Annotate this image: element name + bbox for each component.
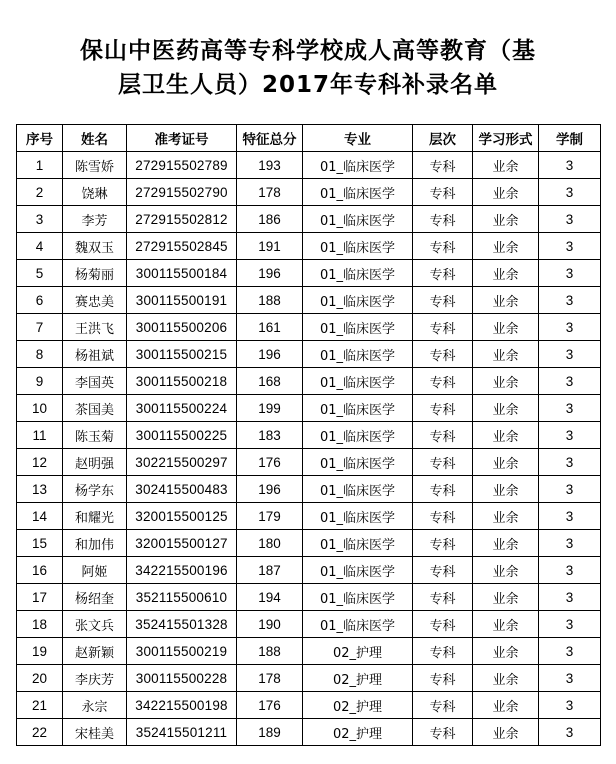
cell-exam-number: 300115500184 <box>127 260 237 287</box>
cell-study-mode: 业余 <box>473 287 539 314</box>
cell-study-mode: 业余 <box>473 584 539 611</box>
table-row <box>17 368 601 395</box>
cell-duration: 3 <box>539 314 601 341</box>
cell-study-mode: 业余 <box>473 395 539 422</box>
cell-name: 王洪飞 <box>63 314 127 341</box>
cell-index: 12 <box>17 449 63 476</box>
header-total-score: 特征总分 <box>237 125 303 152</box>
cell-duration: 3 <box>539 341 601 368</box>
cell-study-mode: 业余 <box>473 476 539 503</box>
cell-index: 10 <box>17 395 63 422</box>
cell-exam-number: 342215500196 <box>127 557 237 584</box>
table-row <box>17 692 601 719</box>
cell-exam-number: 300115500228 <box>127 665 237 692</box>
cell-major: 01_临床医学 <box>303 584 413 611</box>
cell-total-score: 196 <box>237 341 303 368</box>
cell-level: 专科 <box>413 449 473 476</box>
cell-exam-number: 300115500225 <box>127 422 237 449</box>
table-row <box>17 395 601 422</box>
cell-index: 7 <box>17 314 63 341</box>
table-row <box>17 584 601 611</box>
cell-major: 01_临床医学 <box>303 368 413 395</box>
cell-major: 02_护理 <box>303 638 413 665</box>
table-body <box>17 152 601 746</box>
cell-total-score: 199 <box>237 395 303 422</box>
cell-major: 01_临床医学 <box>303 476 413 503</box>
cell-name: 宋桂美 <box>63 719 127 746</box>
cell-major: 01_临床医学 <box>303 557 413 584</box>
cell-study-mode: 业余 <box>473 503 539 530</box>
cell-duration: 3 <box>539 476 601 503</box>
cell-exam-number: 300115500191 <box>127 287 237 314</box>
cell-exam-number: 302415500483 <box>127 476 237 503</box>
cell-index: 9 <box>17 368 63 395</box>
table-row <box>17 719 601 746</box>
cell-total-score: 187 <box>237 557 303 584</box>
cell-total-score: 189 <box>237 719 303 746</box>
cell-level: 专科 <box>413 557 473 584</box>
cell-duration: 3 <box>539 719 601 746</box>
cell-duration: 3 <box>539 260 601 287</box>
document-title-line-1: 保山中医药高等专科学校成人高等教育（基 <box>80 38 536 64</box>
cell-study-mode: 业余 <box>473 530 539 557</box>
cell-total-score: 183 <box>237 422 303 449</box>
cell-level: 专科 <box>413 368 473 395</box>
cell-name: 和加伟 <box>63 530 127 557</box>
table-row <box>17 665 601 692</box>
cell-level: 专科 <box>413 422 473 449</box>
table-row <box>17 503 601 530</box>
table-row <box>17 341 601 368</box>
cell-name: 陈雪娇 <box>63 152 127 179</box>
cell-index: 20 <box>17 665 63 692</box>
cell-exam-number: 300115500206 <box>127 314 237 341</box>
header-level: 层次 <box>413 125 473 152</box>
cell-index: 21 <box>17 692 63 719</box>
cell-duration: 3 <box>539 206 601 233</box>
cell-total-score: 190 <box>237 611 303 638</box>
cell-level: 专科 <box>413 314 473 341</box>
cell-index: 8 <box>17 341 63 368</box>
cell-duration: 3 <box>539 449 601 476</box>
cell-exam-number: 272915502789 <box>127 152 237 179</box>
cell-index: 15 <box>17 530 63 557</box>
cell-total-score: 180 <box>237 530 303 557</box>
admission-roster-table <box>16 124 601 746</box>
header-duration: 学制 <box>539 125 601 152</box>
cell-exam-number: 272915502845 <box>127 233 237 260</box>
cell-total-score: 178 <box>237 179 303 206</box>
cell-total-score: 196 <box>237 260 303 287</box>
cell-total-score: 194 <box>237 584 303 611</box>
cell-major: 02_护理 <box>303 665 413 692</box>
cell-duration: 3 <box>539 665 601 692</box>
cell-exam-number: 320015500125 <box>127 503 237 530</box>
cell-major: 01_临床医学 <box>303 449 413 476</box>
cell-exam-number: 352415501328 <box>127 611 237 638</box>
cell-total-score: 188 <box>237 287 303 314</box>
cell-name: 永宗 <box>63 692 127 719</box>
table-row <box>17 530 601 557</box>
cell-exam-number: 300115500215 <box>127 341 237 368</box>
cell-exam-number: 320015500127 <box>127 530 237 557</box>
cell-name: 和耀光 <box>63 503 127 530</box>
cell-level: 专科 <box>413 152 473 179</box>
table-row <box>17 152 601 179</box>
cell-study-mode: 业余 <box>473 719 539 746</box>
table-row <box>17 476 601 503</box>
cell-total-score: 178 <box>237 665 303 692</box>
cell-major: 01_临床医学 <box>303 530 413 557</box>
header-major: 专业 <box>303 125 413 152</box>
cell-level: 专科 <box>413 611 473 638</box>
cell-total-score: 191 <box>237 233 303 260</box>
cell-level: 专科 <box>413 476 473 503</box>
cell-level: 专科 <box>413 260 473 287</box>
cell-index: 22 <box>17 719 63 746</box>
table-row <box>17 233 601 260</box>
table-row <box>17 314 601 341</box>
cell-level: 专科 <box>413 584 473 611</box>
cell-study-mode: 业余 <box>473 449 539 476</box>
cell-major: 01_临床医学 <box>303 611 413 638</box>
cell-study-mode: 业余 <box>473 638 539 665</box>
cell-major: 01_临床医学 <box>303 152 413 179</box>
cell-study-mode: 业余 <box>473 233 539 260</box>
cell-major: 01_临床医学 <box>303 503 413 530</box>
cell-major: 01_临床医学 <box>303 206 413 233</box>
cell-study-mode: 业余 <box>473 152 539 179</box>
document-title <box>14 34 602 102</box>
cell-duration: 3 <box>539 611 601 638</box>
cell-duration: 3 <box>539 422 601 449</box>
cell-total-score: 196 <box>237 476 303 503</box>
header-index: 序号 <box>17 125 63 152</box>
cell-index: 13 <box>17 476 63 503</box>
cell-name: 阿姬 <box>63 557 127 584</box>
cell-name: 张文兵 <box>63 611 127 638</box>
cell-duration: 3 <box>539 584 601 611</box>
cell-level: 专科 <box>413 341 473 368</box>
cell-major: 01_临床医学 <box>303 287 413 314</box>
cell-index: 2 <box>17 179 63 206</box>
table-row <box>17 557 601 584</box>
document-title-line-2: 层卫生人员）2017年专科补录名单 <box>117 72 498 98</box>
cell-study-mode: 业余 <box>473 611 539 638</box>
table-header-row <box>17 125 601 152</box>
cell-exam-number: 342215500198 <box>127 692 237 719</box>
cell-name: 饶琳 <box>63 179 127 206</box>
cell-index: 4 <box>17 233 63 260</box>
cell-major: 01_临床医学 <box>303 422 413 449</box>
cell-total-score: 193 <box>237 152 303 179</box>
cell-level: 专科 <box>413 638 473 665</box>
cell-name: 茶国美 <box>63 395 127 422</box>
cell-index: 14 <box>17 503 63 530</box>
cell-index: 1 <box>17 152 63 179</box>
cell-level: 专科 <box>413 179 473 206</box>
cell-duration: 3 <box>539 179 601 206</box>
cell-exam-number: 300115500218 <box>127 368 237 395</box>
cell-major: 01_临床医学 <box>303 260 413 287</box>
cell-exam-number: 302215500297 <box>127 449 237 476</box>
cell-index: 18 <box>17 611 63 638</box>
cell-study-mode: 业余 <box>473 665 539 692</box>
cell-index: 5 <box>17 260 63 287</box>
cell-exam-number: 352415501211 <box>127 719 237 746</box>
cell-level: 专科 <box>413 206 473 233</box>
cell-duration: 3 <box>539 503 601 530</box>
cell-major: 02_护理 <box>303 692 413 719</box>
cell-duration: 3 <box>539 287 601 314</box>
cell-exam-number: 352115500610 <box>127 584 237 611</box>
cell-level: 专科 <box>413 287 473 314</box>
cell-level: 专科 <box>413 719 473 746</box>
table-row <box>17 611 601 638</box>
cell-name: 赛忠美 <box>63 287 127 314</box>
header-name: 姓名 <box>63 125 127 152</box>
cell-study-mode: 业余 <box>473 341 539 368</box>
cell-level: 专科 <box>413 395 473 422</box>
cell-exam-number: 300115500224 <box>127 395 237 422</box>
header-exam-number: 准考证号 <box>127 125 237 152</box>
cell-exam-number: 272915502790 <box>127 179 237 206</box>
cell-major: 01_临床医学 <box>303 341 413 368</box>
cell-exam-number: 272915502812 <box>127 206 237 233</box>
cell-index: 11 <box>17 422 63 449</box>
cell-total-score: 176 <box>237 449 303 476</box>
cell-total-score: 176 <box>237 692 303 719</box>
cell-index: 3 <box>17 206 63 233</box>
cell-index: 6 <box>17 287 63 314</box>
cell-name: 杨祖斌 <box>63 341 127 368</box>
cell-name: 魏双玉 <box>63 233 127 260</box>
cell-name: 杨菊丽 <box>63 260 127 287</box>
cell-exam-number: 300115500219 <box>127 638 237 665</box>
table-row <box>17 422 601 449</box>
cell-index: 17 <box>17 584 63 611</box>
cell-duration: 3 <box>539 638 601 665</box>
cell-name: 赵明强 <box>63 449 127 476</box>
cell-major: 02_护理 <box>303 719 413 746</box>
cell-name: 杨学东 <box>63 476 127 503</box>
cell-study-mode: 业余 <box>473 692 539 719</box>
cell-name: 李芳 <box>63 206 127 233</box>
cell-name: 李庆芳 <box>63 665 127 692</box>
cell-study-mode: 业余 <box>473 422 539 449</box>
cell-index: 16 <box>17 557 63 584</box>
cell-duration: 3 <box>539 557 601 584</box>
cell-major: 01_临床医学 <box>303 314 413 341</box>
cell-level: 专科 <box>413 233 473 260</box>
cell-study-mode: 业余 <box>473 368 539 395</box>
cell-total-score: 179 <box>237 503 303 530</box>
cell-index: 19 <box>17 638 63 665</box>
cell-level: 专科 <box>413 530 473 557</box>
cell-duration: 3 <box>539 395 601 422</box>
cell-level: 专科 <box>413 692 473 719</box>
cell-study-mode: 业余 <box>473 557 539 584</box>
cell-duration: 3 <box>539 152 601 179</box>
table-row <box>17 449 601 476</box>
cell-major: 01_临床医学 <box>303 395 413 422</box>
cell-name: 李国英 <box>63 368 127 395</box>
table-row <box>17 179 601 206</box>
cell-major: 01_临床医学 <box>303 233 413 260</box>
cell-study-mode: 业余 <box>473 260 539 287</box>
cell-name: 赵新颖 <box>63 638 127 665</box>
cell-duration: 3 <box>539 530 601 557</box>
cell-level: 专科 <box>413 665 473 692</box>
cell-name: 陈玉菊 <box>63 422 127 449</box>
cell-total-score: 168 <box>237 368 303 395</box>
cell-duration: 3 <box>539 368 601 395</box>
table-row <box>17 638 601 665</box>
cell-total-score: 188 <box>237 638 303 665</box>
cell-total-score: 161 <box>237 314 303 341</box>
cell-name: 杨绍奎 <box>63 584 127 611</box>
cell-study-mode: 业余 <box>473 179 539 206</box>
table-row <box>17 260 601 287</box>
table-row <box>17 206 601 233</box>
cell-duration: 3 <box>539 692 601 719</box>
cell-duration: 3 <box>539 233 601 260</box>
cell-study-mode: 业余 <box>473 206 539 233</box>
header-study-mode: 学习形式 <box>473 125 539 152</box>
cell-total-score: 186 <box>237 206 303 233</box>
table-row <box>17 287 601 314</box>
cell-level: 专科 <box>413 503 473 530</box>
cell-study-mode: 业余 <box>473 314 539 341</box>
cell-major: 01_临床医学 <box>303 179 413 206</box>
